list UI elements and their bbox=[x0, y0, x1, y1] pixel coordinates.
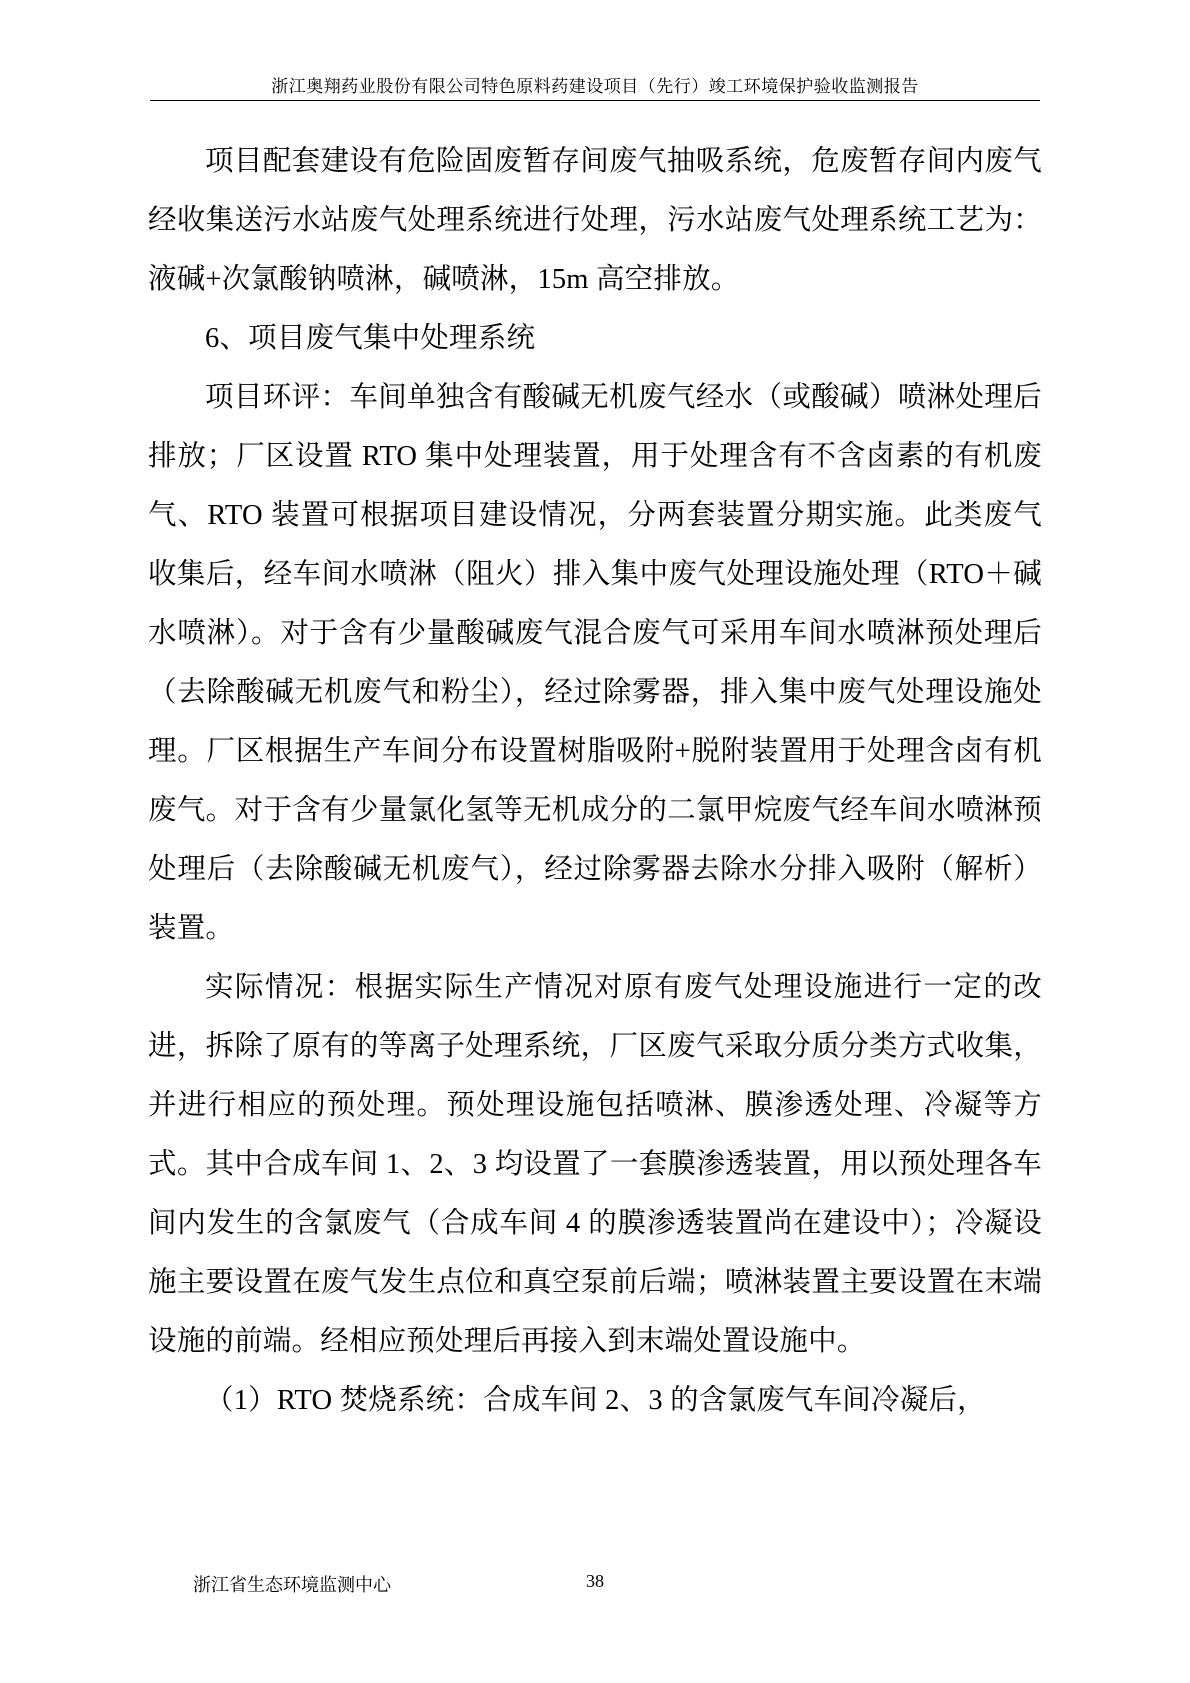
page-footer bbox=[148, 1571, 1042, 1595]
page-header bbox=[150, 72, 1040, 97]
paragraph-2: 6、项目废气集中处理系统 bbox=[205, 323, 536, 354]
header-divider bbox=[150, 100, 1040, 101]
header-title: 浙江奥翔药业股份有限公司特色原料药建设项目（先行）竣工环境保护验收监测报告 bbox=[271, 77, 919, 96]
document-body bbox=[148, 132, 1042, 1430]
paragraph-4: 实际情况：根据实际生产情况对原有废气处理设施进行一定的改进，拆除了原有的等离子处理系统，厂区废气采取分质分类方式收集，并进行相应的预处理。预处理设施包括喷淋、膜渗透处理、冷凝等方式。其中合成车间 1、2、3 均设置了一套膜渗透装置，用以预处理各车间内发生的含氯废气（合成车间 4 的膜渗透装置尚在建设中）；冷凝设施主要设置在废气发生点位和真空泵前后端；喷淋装置主要设置在末端设施的前端。经相应预处理后再接入到末端处置设施中。 bbox=[148, 972, 1042, 1357]
paragraph-5: （1）RTO 焚烧系统：合成车间 2、3 的含氯废气车间冷凝后， bbox=[205, 1385, 986, 1416]
paragraph-1: 项目配套建设有危险固废暂存间废气抽吸系统，危废暂存间内废气经收集送污水站废气处理系统进行处理，污水站废气处理系统工艺为：液碱+次氯酸钠喷淋，碱喷淋，15m 高空排放。 bbox=[148, 146, 1042, 295]
paragraph-3: 项目环评：车间单独含有酸碱无机废气经水（或酸碱）喷淋处理后排放；厂区设置 RTO 集中处理装置，用于处理含有不含卤素的有机废气、RTO 装置可根据项目建设情况，分两套装置分期实施。此类废气收集后，经车间水喷淋（阻火）排入集中废气处理设施处理（RTO＋碱水喷淋）。对于含有少量酸碱废气混合废气可采用车间水喷淋预处理后（去除酸碱无机废气和粉尘），经过除雾器，排入集中废气处理设施处理。厂区根据生产车间分布设置树脂吸附+脱附装置用于处理含卤有机废气。对于含有少量氯化氢等无机成分的二氯甲烷废气经车间水喷淋预处理后（去除酸碱无机废气），经过除雾器去除水分排入吸附（解析）装置。 bbox=[148, 382, 1042, 944]
footer-page-number: 38 bbox=[586, 1571, 604, 1591]
footer-organization: 浙江省生态环境监测中心 bbox=[193, 1575, 391, 1595]
